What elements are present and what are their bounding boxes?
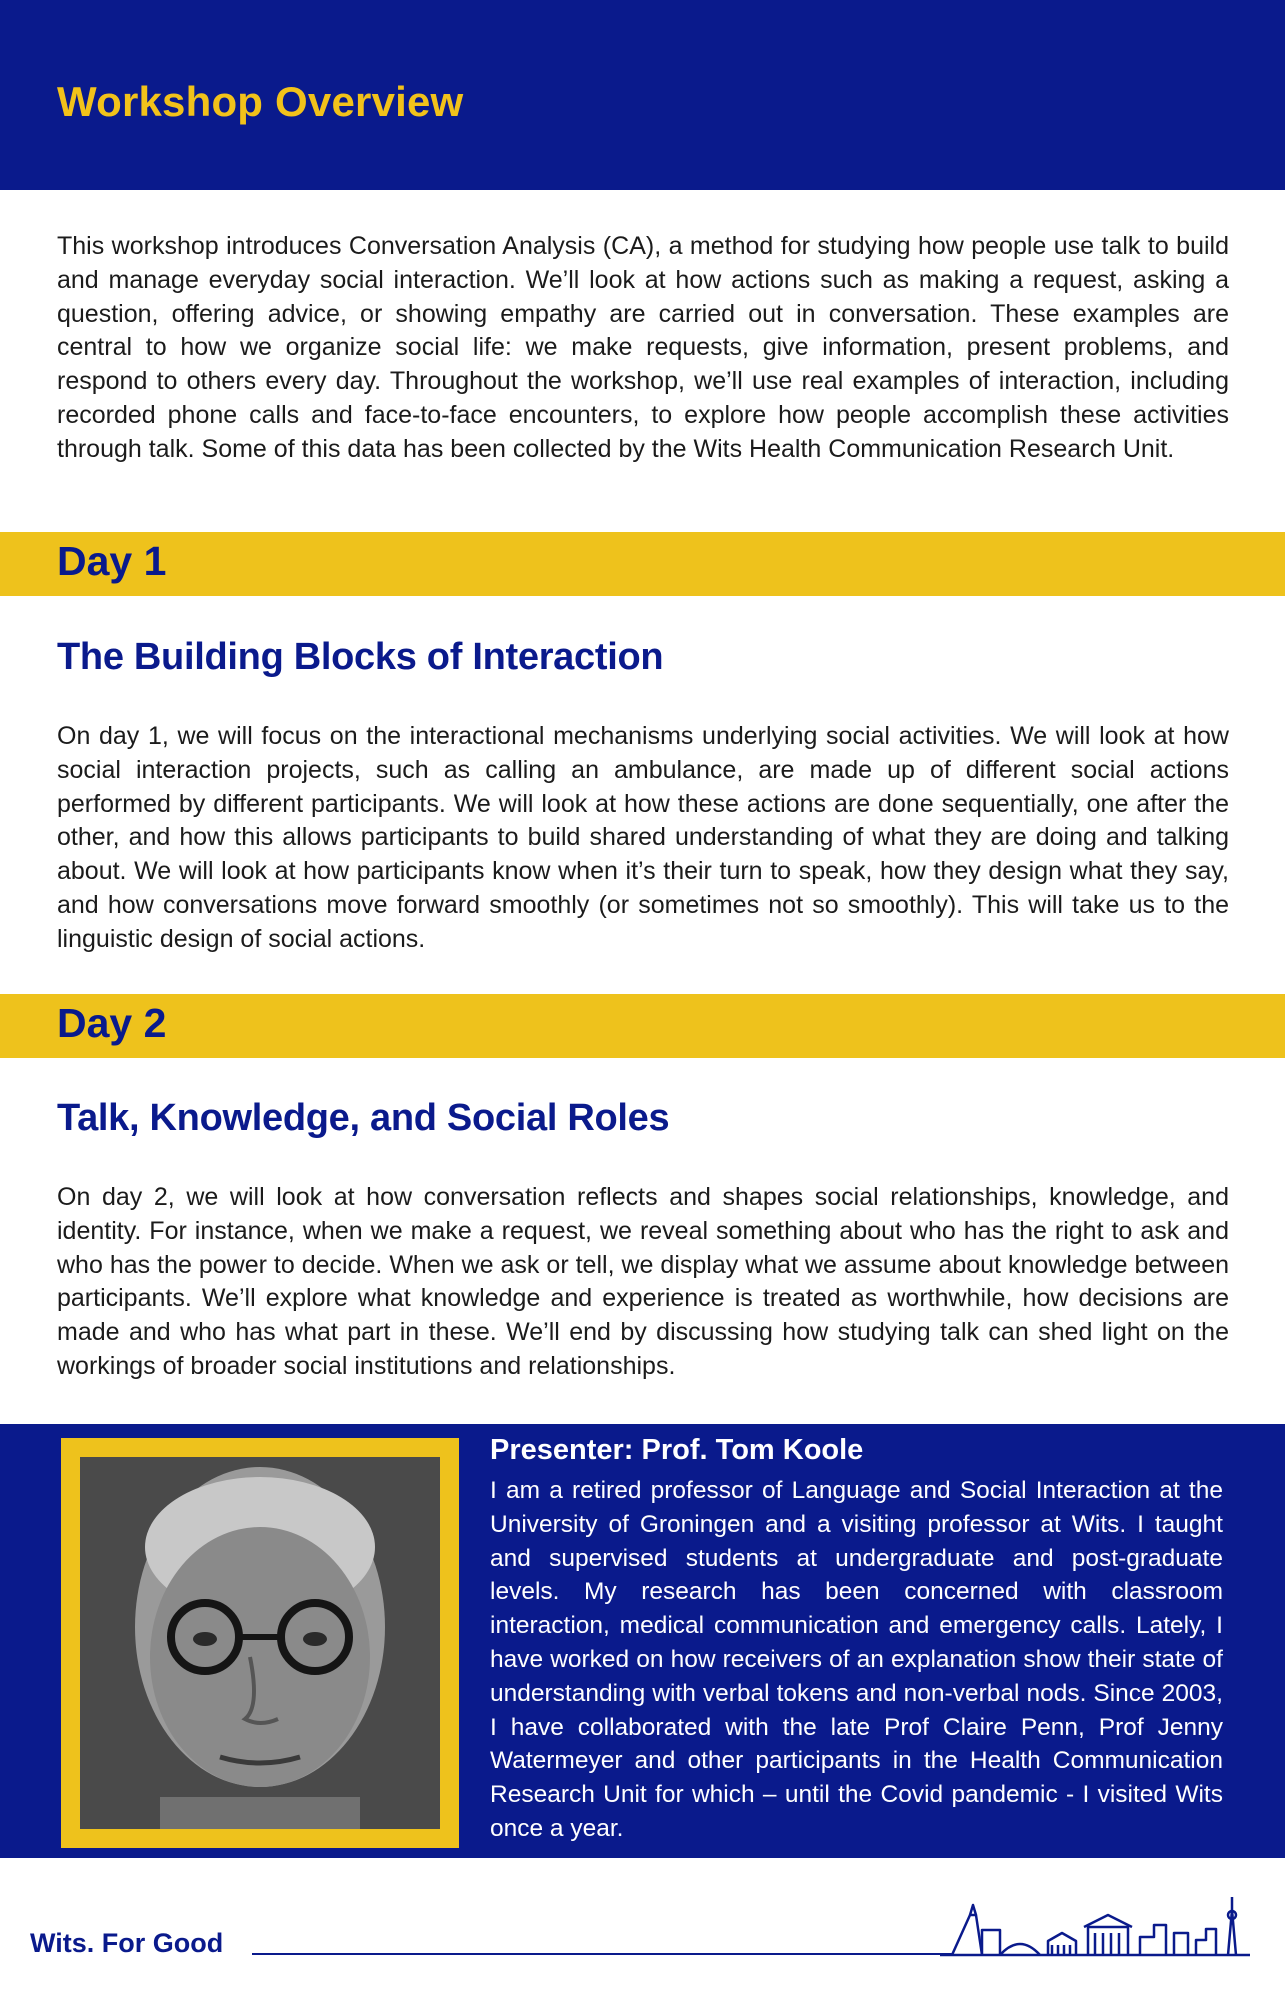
day2-paragraph: On day 2, we will look at how conversation reflects and shapes social relationships, knowledge, and identity. For instance, when we make a request, we reveal something about who has the right to ask and who has the power to decide. When we ask or tell, we display what we assume about knowledge between participants. We’ll explore what knowledge and experience is treated as worthwhile, how decisions are made and who has what part in these. We’ll end by discussing how studying talk can shed light on the workings of broader social institutions and relationships. <box>57 1183 1229 1380</box>
page-title: Workshop Overview <box>57 78 464 125</box>
day1-paragraph: On day 1, we will focus on the interactional mechanisms underlying social activities. We will look at how social interaction projects, such as calling an ambulance, are made up of different social actions performed by different participants. We will look at how these actions are done sequentially, one after the other, and how this allows participants to build shared understanding of what they are doing and talking about. We will look at how participants know when it’s their turn to speak, how they design what they say, and how conversations move forward smoothly (or sometimes not so smoothly). This will take us to the linguistic design of social actions. <box>57 722 1229 953</box>
footer-divider <box>252 1953 952 1955</box>
presenter-title: Presenter: Prof. Tom Koole <box>490 1434 864 1466</box>
footer-tagline: Wits. For Good <box>30 1928 224 1958</box>
header-banner <box>0 0 1285 190</box>
photo-frame <box>61 1438 459 1848</box>
day2-banner <box>0 994 1285 1058</box>
day2-label: Day 2 <box>57 1000 167 1046</box>
day1-banner <box>0 532 1285 596</box>
day2-title: Talk, Knowledge, and Social Roles <box>57 1097 670 1139</box>
presenter-section <box>0 1424 1285 1858</box>
presenter-photo <box>80 1457 440 1829</box>
day1-title: The Building Blocks of Interaction <box>57 636 664 678</box>
presenter-portrait-icon <box>80 1457 440 1829</box>
intro-paragraph: This workshop introduces Conversation Analysis (CA), a method for studying how people use talk to build and manage everyday social interaction. We’ll look at how actions such as making a request, asking a question, offering advice, or showing empathy are carried out in conversation. These examples are central to how we organize social life: we make requests, give information, present problems, and respond to others every day. Throughout the workshop, we’ll use real examples of interaction, including recorded phone calls and face-to-face encounters, to explore how people accomplish these activities through talk. Some of this data has been collected by the Wits Health Communication Research Unit. <box>57 232 1229 463</box>
day1-label: Day 1 <box>57 538 167 584</box>
presenter-bio: I am a retired professor of Language and Social Interaction at the University of Groningen and a visiting professor at Wits. I taught and supervised students at undergraduate and post-graduate levels. My research has been concerned with classroom interaction, medical communication and emergency calls. Lately, I have worked on how receivers of an explanation show their state of understanding with verbal tokens and non-verbal nods. Since 2003, I have collaborated with the late Prof Claire Penn, Prof Jenny Watermeyer and other participants in the Health Communication Research Unit for which – until the Covid pandemic - I visited Wits once a year. <box>490 1477 1223 1842</box>
city-skyline-icon <box>940 1885 1260 1960</box>
